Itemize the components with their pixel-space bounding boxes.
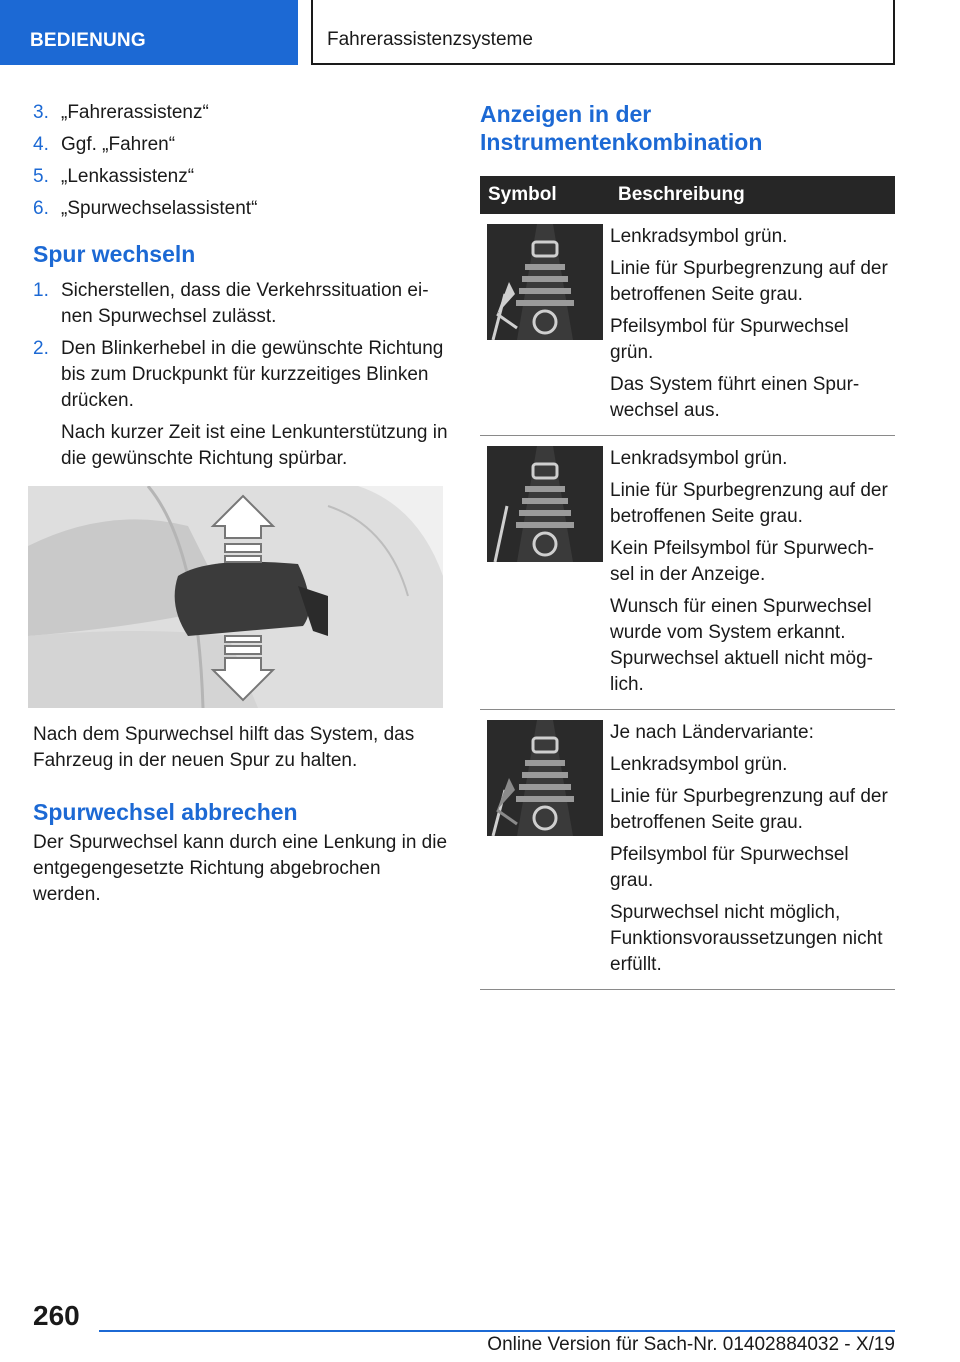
step-note: Nach kurzer Zeit ist eine Lenkunterstützung in die gewünschte Richtung spürbar. xyxy=(61,422,448,469)
after-lane-change-text: Nach dem Spurwechsel hilft das System, das Fahrzeug in der neuen Spur zu halten. xyxy=(33,724,415,771)
lane-change-active-display-icon xyxy=(487,224,603,340)
list-item: 6. „Spurwechselassistent“ xyxy=(33,198,258,219)
list-item: 1. Sicherstellen, dass die Verkehrssituation ei-nen Spurwechsel zulässt. xyxy=(33,280,429,327)
page-number: 260 xyxy=(33,1300,80,1331)
heading-anzeigen: Anzeigen in der Instrumentenkombination xyxy=(480,101,763,155)
indicator-table xyxy=(480,176,895,990)
right-column xyxy=(480,100,895,990)
left-column xyxy=(33,100,448,908)
table-row: Je nach Ländervariante: Lenkradsymbol grün. Linie für Spurbegrenzung auf der betroffenen Seite grau. Pfeilsymbol für Spurwechsel grau. Spurwechsel nicht möglich, Funktionsvoraussetzungen nicht erfüllt. xyxy=(480,710,895,990)
list-item: 3. „Fahrerassistenz“ xyxy=(33,102,209,123)
turn-signal-lever-image xyxy=(28,486,443,708)
footer-divider xyxy=(99,1330,895,1332)
section-tab: BEDIENUNG xyxy=(0,0,298,65)
table-row: Lenkradsymbol grün. Linie für Spurbegrenzung auf der betroffenen Seite grau. Kein Pfeilsymbol für Spurwech-sel in der Anzeige. Wunsch für einen Spurwechsel wurde vom System erkannt. Spurwechsel aktuell nicht mög-lich. xyxy=(480,436,895,710)
col-symbol-header: Symbol xyxy=(480,176,610,214)
spur-wechseln-steps xyxy=(33,278,448,472)
menu-step-list xyxy=(33,100,448,222)
table-row: Lenkradsymbol grün. Linie für Spurbegrenzung auf der betroffenen Seite grau. Pfeilsymbol für Spurwechsel grün. Das System führt einen Spur-wechsel aus. xyxy=(480,214,895,436)
chapter-title: Fahrerassistenzsysteme xyxy=(311,0,895,65)
abbrechen-text: Der Spurwechsel kann durch eine Lenkung in die entgegengesetzte Richtung abgebrochen werden. xyxy=(33,832,448,905)
heading-spurwechsel-abbrechen: Spurwechsel abbrechen xyxy=(33,799,298,825)
footer-text: Online Version für Sach-Nr. 01402884032 - X/19 xyxy=(487,1334,895,1355)
lane-change-not-possible-display-icon xyxy=(487,720,603,836)
heading-spur-wechseln: Spur wechseln xyxy=(33,241,196,267)
lane-change-recognized-display-icon xyxy=(487,446,603,562)
col-description-header: Beschreibung xyxy=(610,176,895,214)
list-item: 4. Ggf. „Fahren“ xyxy=(33,134,176,155)
list-item: 2. Den Blinkerhebel in die gewünschte Richtung bis zum Druckpunkt für kurzzeitiges Blinken drücken. Nach kurzer Zeit ist eine Lenkunterstützung in die gewünschte Richtung spürbar. xyxy=(33,336,448,472)
list-item: 5. „Lenkassistenz“ xyxy=(33,166,195,187)
